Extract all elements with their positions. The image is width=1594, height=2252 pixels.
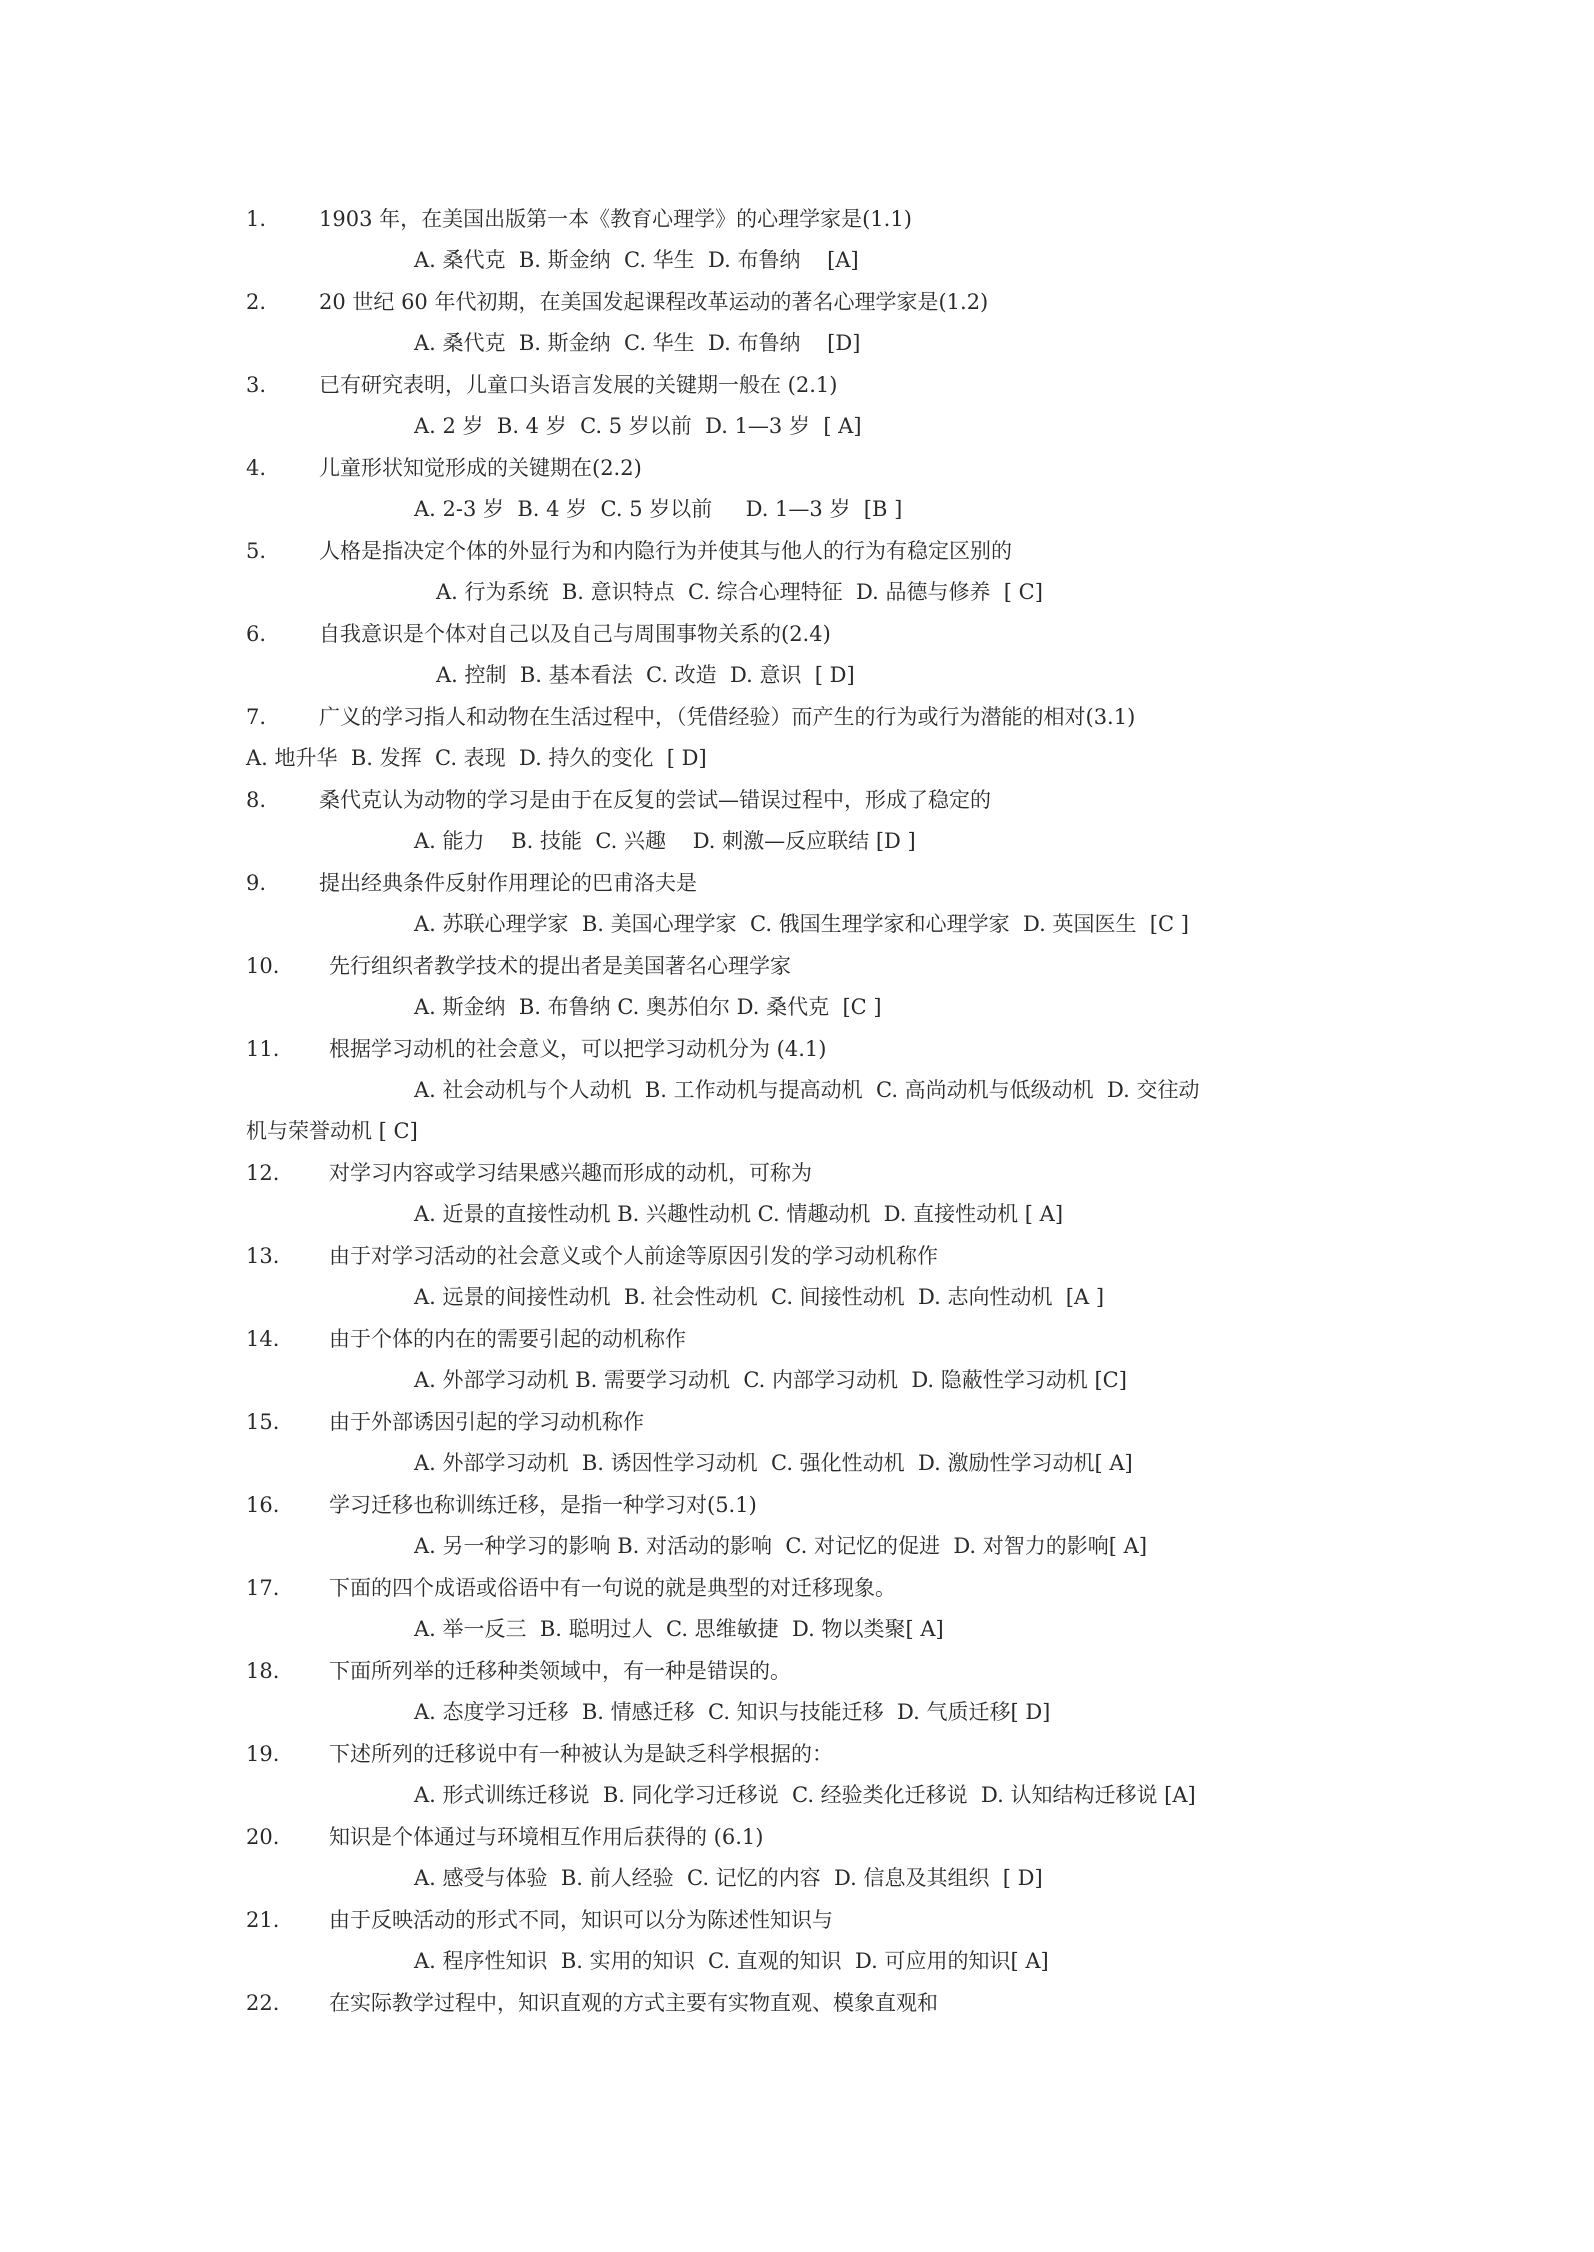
- question-number: 1.: [246, 207, 267, 231]
- question-options: A. 桑代克 B. 斯金纳 C. 华生 D. 布鲁纳 [A]: [414, 248, 859, 272]
- question-options-continued: 机与荣誉动机 [ C]: [246, 1119, 418, 1143]
- question-options: A. 社会动机与个人动机 B. 工作动机与提高动机 C. 高尚动机与低级动机 D. 交往动: [414, 1078, 1200, 1102]
- question-stem: 根据学习动机的社会意义，可以把学习动机分为 (4.1): [329, 1037, 827, 1061]
- question-stem: 下面所列举的迁移种类领域中，有一种是错误的。: [329, 1659, 791, 1683]
- question-number: 2.: [246, 290, 267, 314]
- question-stem: 由于个体的内在的需要引起的动机称作: [329, 1327, 686, 1351]
- question-number: 18.: [246, 1659, 280, 1683]
- question-stem: 1903 年，在美国出版第一本《教育心理学》的心理学家是(1.1): [319, 207, 912, 231]
- question-options: A. 地升华 B. 发挥 C. 表现 D. 持久的变化 [ D]: [246, 746, 707, 770]
- question-number: 4.: [246, 456, 267, 480]
- question-number: 15.: [246, 1410, 280, 1434]
- question-stem: 桑代克认为动物的学习是由于在反复的尝试—错误过程中，形成了稳定的: [319, 788, 991, 812]
- question-options: A. 2 岁 B. 4 岁 C. 5 岁以前 D. 1—3 岁 [ A]: [414, 414, 862, 438]
- question-options: A. 举一反三 B. 聪明过人 C. 思维敏捷 D. 物以类聚[ A]: [414, 1617, 944, 1641]
- question-number: 17.: [246, 1576, 280, 1600]
- question-options: A. 远景的间接性动机 B. 社会性动机 C. 间接性动机 D. 志向性动机 [A ]: [414, 1285, 1105, 1309]
- question-number: 6.: [246, 622, 267, 646]
- question-options: A. 行为系统 B. 意识特点 C. 综合心理特征 D. 品德与修养 [ C]: [436, 580, 1043, 604]
- question-stem: 对学习内容或学习结果感兴趣而形成的动机，可称为: [329, 1161, 812, 1185]
- question-number: 12.: [246, 1161, 280, 1185]
- question-options: A. 态度学习迁移 B. 情感迁移 C. 知识与技能迁移 D. 气质迁移[ D]: [414, 1700, 1051, 1724]
- question-stem: 下面的四个成语或俗语中有一句说的就是典型的对迁移现象。: [329, 1576, 896, 1600]
- question-number: 16.: [246, 1493, 280, 1517]
- question-stem: 由于外部诱因引起的学习动机称作: [329, 1410, 644, 1434]
- question-number: 13.: [246, 1244, 280, 1268]
- question-stem: 学习迁移也称训练迁移，是指一种学习对(5.1): [329, 1493, 757, 1517]
- question-stem: 先行组织者教学技术的提出者是美国著名心理学家: [329, 954, 791, 978]
- question-number: 7.: [246, 705, 267, 729]
- question-options: A. 控制 B. 基本看法 C. 改造 D. 意识 [ D]: [436, 663, 855, 687]
- question-stem: 提出经典条件反射作用理论的巴甫洛夫是: [319, 871, 697, 895]
- question-stem: 儿童形状知觉形成的关键期在(2.2): [319, 456, 642, 480]
- question-number: 8.: [246, 788, 267, 812]
- question-number: 9.: [246, 871, 267, 895]
- question-stem: 由于反映活动的形式不同，知识可以分为陈述性知识与: [329, 1908, 833, 1932]
- question-stem: 已有研究表明，儿童口头语言发展的关键期一般在 (2.1): [319, 373, 838, 397]
- question-options: A. 程序性知识 B. 实用的知识 C. 直观的知识 D. 可应用的知识[ A]: [414, 1949, 1049, 1973]
- question-options: A. 外部学习动机 B. 需要学习动机 C. 内部学习动机 D. 隐蔽性学习动机 [C]: [414, 1368, 1127, 1392]
- question-stem: 自我意识是个体对自己以及自己与周围事物关系的(2.4): [319, 622, 831, 646]
- question-options: A. 斯金纳 B. 布鲁纳 C. 奥苏伯尔 D. 桑代克 [C ]: [414, 995, 882, 1019]
- question-number: 22.: [246, 1991, 280, 2015]
- question-number: 21.: [246, 1908, 280, 1932]
- question-stem: 广义的学习指人和动物在生活过程中，（凭借经验）而产生的行为或行为潜能的相对(3.1): [319, 705, 1136, 729]
- question-options: A. 苏联心理学家 B. 美国心理学家 C. 俄国生理学家和心理学家 D. 英国医生 [C ]: [414, 912, 1189, 936]
- question-stem: 由于对学习活动的社会意义或个人前途等原因引发的学习动机称作: [329, 1244, 938, 1268]
- question-number: 10.: [246, 954, 280, 978]
- question-number: 5.: [246, 539, 267, 563]
- question-number: 11.: [246, 1037, 280, 1061]
- question-stem: 20 世纪 60 年代初期，在美国发起课程改革运动的著名心理学家是(1.2): [319, 290, 989, 314]
- question-stem: 下述所列的迁移说中有一种被认为是缺乏科学根据的：: [329, 1742, 833, 1766]
- question-options: A. 感受与体验 B. 前人经验 C. 记忆的内容 D. 信息及其组织 [ D]: [414, 1866, 1043, 1890]
- question-number: 14.: [246, 1327, 280, 1351]
- question-stem: 在实际教学过程中，知识直观的方式主要有实物直观、模象直观和: [329, 1991, 938, 2015]
- question-options: A. 另一种学习的影响 B. 对活动的影响 C. 对记忆的促进 D. 对智力的影响[ A]: [414, 1534, 1148, 1558]
- question-number: 20.: [246, 1825, 280, 1849]
- question-options: A. 形式训练迁移说 B. 同化学习迁移说 C. 经验类化迁移说 D. 认知结构迁移说 [A]: [414, 1783, 1196, 1807]
- question-options: A. 能力 B. 技能 C. 兴趣 D. 刺激—反应联结 [D ]: [414, 829, 916, 853]
- question-options: A. 近景的直接性动机 B. 兴趣性动机 C. 情趣动机 D. 直接性动机 [ A]: [414, 1202, 1064, 1226]
- question-options: A. 桑代克 B. 斯金纳 C. 华生 D. 布鲁纳 [D]: [414, 331, 861, 355]
- question-stem: 人格是指决定个体的外显行为和内隐行为并使其与他人的行为有稳定区别的: [319, 539, 1012, 563]
- question-stem: 知识是个体通过与环境相互作用后获得的 (6.1): [329, 1825, 764, 1849]
- question-number: 19.: [246, 1742, 280, 1766]
- question-number: 3.: [246, 373, 267, 397]
- question-options: A. 2-3 岁 B. 4 岁 C. 5 岁以前 D. 1—3 岁 [B ]: [414, 497, 903, 521]
- question-options: A. 外部学习动机 B. 诱因性学习动机 C. 强化性动机 D. 激励性学习动机[ A]: [414, 1451, 1133, 1475]
